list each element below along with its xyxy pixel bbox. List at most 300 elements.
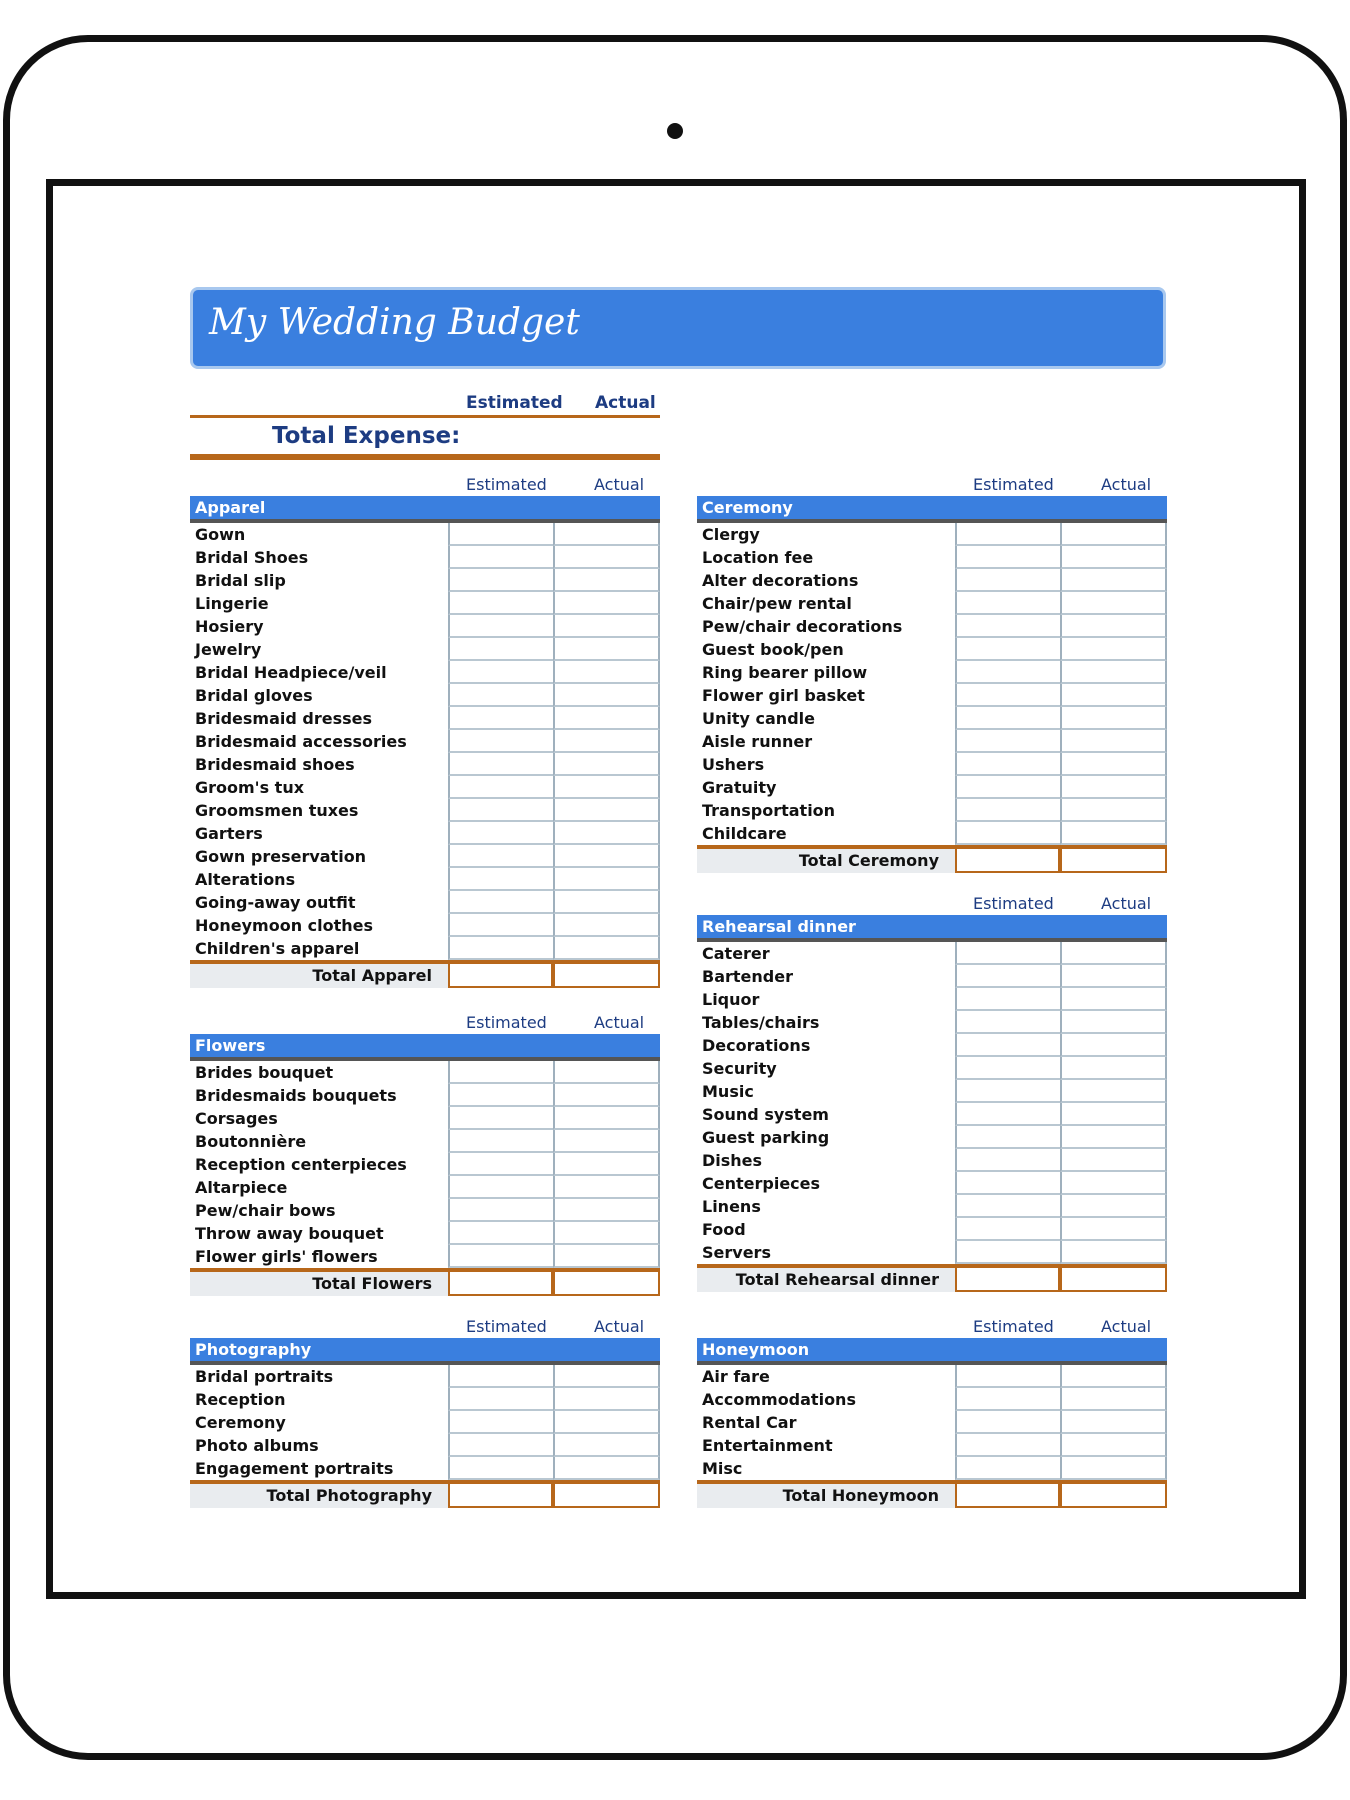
actual-cell[interactable] [1060,822,1167,845]
estimated-cell[interactable] [448,1457,553,1480]
total-actual-header: Actual [595,393,656,413]
actual-cell[interactable] [1060,1457,1167,1480]
table-row [697,661,1167,684]
table-row [697,1011,1167,1034]
column-header [190,1316,660,1338]
table-row [190,661,660,684]
estimated-cell[interactable] [448,1222,553,1245]
total-expense-header [190,393,660,415]
actual-cell[interactable] [553,1222,660,1245]
total-estimated-cell[interactable] [448,964,553,988]
section-honeymoon [697,1316,1167,1508]
table-row [697,546,1167,569]
actual-cell[interactable] [553,1245,660,1268]
table-row [697,615,1167,638]
actual-cell[interactable] [553,868,660,891]
table-row [697,988,1167,1011]
actual-cell[interactable] [553,1061,660,1084]
row-label: Childcare [702,824,787,843]
row-label: Reception [195,1390,286,1409]
estimated-cell[interactable] [955,1149,1060,1172]
document-title: My Wedding Budget [209,302,580,343]
estimated-cell[interactable] [448,1365,553,1388]
row-label: Entertainment [702,1436,833,1455]
row-label: Guest book/pen [702,640,844,659]
actual-header: Actual [1101,475,1152,494]
row-label: Flower girls' flowers [195,1247,378,1266]
estimated-cell[interactable] [955,1103,1060,1126]
row-label: Gratuity [702,778,777,797]
row-label: Clergy [702,525,760,544]
row-label: Air fare [702,1367,770,1386]
estimated-cell[interactable] [955,1011,1060,1034]
total-label: Total Rehearsal dinner [697,1268,955,1292]
total-estimated-cell[interactable] [955,849,1060,873]
actual-cell[interactable] [1060,1011,1167,1034]
row-label: Flower girl basket [702,686,865,705]
actual-cell[interactable] [553,799,660,822]
row-label: Alterations [195,870,296,889]
actual-cell[interactable] [1060,569,1167,592]
row-label: Ceremony [195,1413,286,1432]
actual-cell[interactable] [1060,730,1167,753]
estimated-cell[interactable] [448,684,553,707]
estimated-cell[interactable] [955,1034,1060,1057]
row-label: Jewelry [195,640,262,659]
actual-cell[interactable] [1060,1434,1167,1457]
table-row [697,753,1167,776]
actual-cell[interactable] [553,845,660,868]
row-label: Reception centerpieces [195,1155,407,1174]
estimated-cell[interactable] [448,730,553,753]
table-row [697,1126,1167,1149]
row-label: Boutonnière [195,1132,307,1151]
estimated-cell[interactable] [448,1061,553,1084]
actual-cell[interactable] [1060,799,1167,822]
actual-cell[interactable] [1060,638,1167,661]
row-label: Music [702,1082,754,1101]
actual-cell[interactable] [553,1176,660,1199]
estimated-cell[interactable] [955,942,1060,965]
actual-cell[interactable] [1060,661,1167,684]
row-label: Rental Car [702,1413,797,1432]
actual-cell[interactable] [553,707,660,730]
table-row [697,1149,1167,1172]
table-row [190,1365,660,1388]
column-header [697,474,1167,496]
actual-cell[interactable] [1060,988,1167,1011]
table-row [697,1080,1167,1103]
table-row [190,1434,660,1457]
table-row [190,776,660,799]
actual-cell[interactable] [1060,1411,1167,1434]
estimated-cell[interactable] [955,730,1060,753]
section-title: Apparel [190,496,660,523]
total-label: Total Honeymoon [697,1484,955,1508]
estimated-cell[interactable] [955,1195,1060,1218]
actual-cell[interactable] [553,684,660,707]
row-label: Servers [702,1243,771,1262]
estimated-cell[interactable] [955,1411,1060,1434]
total-row [190,1480,660,1508]
row-label: Tables/chairs [702,1013,820,1032]
actual-cell[interactable] [1060,1241,1167,1264]
column-header [697,1316,1167,1338]
actual-header: Actual [1101,1317,1152,1336]
row-label: Misc [702,1459,743,1478]
estimated-cell[interactable] [955,1241,1060,1264]
row-label: Going-away outfit [195,893,356,912]
total-estimated-cell[interactable] [448,1272,553,1296]
table-row [697,523,1167,546]
estimated-cell[interactable] [448,1388,553,1411]
row-label: Pew/chair bows [195,1201,336,1220]
estimated-cell[interactable] [448,776,553,799]
estimated-cell[interactable] [955,1172,1060,1195]
table-row [190,569,660,592]
actual-cell[interactable] [553,1388,660,1411]
total-row [190,960,660,988]
row-label: Hosiery [195,617,264,636]
actual-cell[interactable] [1060,1195,1167,1218]
actual-cell[interactable] [1060,1126,1167,1149]
estimated-cell[interactable] [955,1126,1060,1149]
total-estimated-cell[interactable] [955,1268,1060,1292]
actual-cell[interactable] [1060,592,1167,615]
title-banner [190,287,1166,369]
table-row [190,753,660,776]
estimated-cell[interactable] [955,684,1060,707]
actual-cell[interactable] [553,1130,660,1153]
section-title: Honeymoon [697,1338,1167,1365]
actual-cell[interactable] [1060,1218,1167,1241]
total-actual-cell[interactable] [1060,849,1167,873]
row-label: Bridesmaids bouquets [195,1086,397,1105]
estimated-cell[interactable] [955,1218,1060,1241]
table-row [697,569,1167,592]
actual-header: Actual [594,475,645,494]
estimated-cell[interactable] [448,845,553,868]
row-label: Pew/chair decorations [702,617,903,636]
actual-cell[interactable] [553,638,660,661]
actual-cell[interactable] [553,753,660,776]
section-flowers [190,1012,660,1296]
total-row [697,845,1167,873]
actual-cell[interactable] [1060,1365,1167,1388]
table-row [190,822,660,845]
total-actual-cell[interactable] [1060,1484,1167,1508]
row-label: Engagement portraits [195,1459,394,1478]
actual-cell[interactable] [553,776,660,799]
row-label: Groomsmen tuxes [195,801,359,820]
estimated-cell[interactable] [955,546,1060,569]
estimated-cell[interactable] [448,937,553,960]
row-label: Food [702,1220,746,1239]
actual-cell[interactable] [1060,753,1167,776]
table-row [190,1199,660,1222]
estimated-cell[interactable] [955,638,1060,661]
table-row [190,891,660,914]
table-row [190,868,660,891]
estimated-header: Estimated [466,1317,547,1336]
actual-cell[interactable] [553,1153,660,1176]
estimated-cell[interactable] [448,661,553,684]
table-row [697,1411,1167,1434]
table-row [697,1172,1167,1195]
actual-cell[interactable] [1060,684,1167,707]
actual-cell[interactable] [1060,546,1167,569]
section-title: Flowers [190,1034,660,1061]
actual-cell[interactable] [553,914,660,937]
actual-cell[interactable] [1060,942,1167,965]
section-title: Photography [190,1338,660,1365]
table-row [190,1107,660,1130]
estimated-cell[interactable] [955,753,1060,776]
row-label: Bridal slip [195,571,286,590]
table-row [190,937,660,960]
actual-cell[interactable] [1060,523,1167,546]
row-label: Bridesmaid dresses [195,709,372,728]
actual-cell[interactable] [553,1457,660,1480]
actual-cell[interactable] [1060,1080,1167,1103]
row-label: Bridal gloves [195,686,313,705]
estimated-cell[interactable] [448,1245,553,1268]
actual-cell[interactable] [553,822,660,845]
total-expense-block [190,393,660,460]
total-estimated-cell[interactable] [955,1484,1060,1508]
estimated-cell[interactable] [448,569,553,592]
estimated-cell[interactable] [955,965,1060,988]
table-row [190,592,660,615]
actual-cell[interactable] [553,1434,660,1457]
table-row [190,799,660,822]
table-row [190,1388,660,1411]
estimated-cell[interactable] [955,1388,1060,1411]
estimated-cell[interactable] [955,1365,1060,1388]
row-label: Unity candle [702,709,815,728]
row-label: Liquor [702,990,760,1009]
table-row [190,615,660,638]
column-header [697,893,1167,915]
estimated-cell[interactable] [448,822,553,845]
estimated-cell[interactable] [955,799,1060,822]
row-label: Bridesmaid shoes [195,755,355,774]
table-row [190,546,660,569]
estimated-cell[interactable] [955,988,1060,1011]
table-row [697,822,1167,845]
actual-cell[interactable] [553,730,660,753]
row-label: Guest parking [702,1128,830,1147]
estimated-cell[interactable] [448,707,553,730]
table-row [697,799,1167,822]
estimated-cell[interactable] [448,891,553,914]
actual-cell[interactable] [553,937,660,960]
estimated-cell[interactable] [955,592,1060,615]
estimated-cell[interactable] [448,1176,553,1199]
table-row [190,1457,660,1480]
actual-cell[interactable] [553,1411,660,1434]
total-actual-cell[interactable] [1060,1268,1167,1292]
section-ceremony [697,474,1167,873]
table-row [190,914,660,937]
estimated-header: Estimated [466,475,547,494]
column-header [190,1012,660,1034]
table-row [697,1365,1167,1388]
total-estimated-header: Estimated [466,393,563,413]
row-label: Aisle runner [702,732,813,751]
table-row [190,1411,660,1434]
total-expense-label: Total Expense: [272,423,461,449]
row-label: Bridesmaid accessories [195,732,407,751]
estimated-cell[interactable] [955,661,1060,684]
row-label: Alter decorations [702,571,859,590]
estimated-cell[interactable] [955,1057,1060,1080]
actual-cell[interactable] [1060,1388,1167,1411]
row-label: Caterer [702,944,770,963]
section-title: Ceremony [697,496,1167,523]
total-row [697,1480,1167,1508]
row-label: Brides bouquet [195,1063,334,1082]
table-row [190,730,660,753]
estimated-cell[interactable] [955,615,1060,638]
actual-cell[interactable] [553,615,660,638]
actual-cell[interactable] [553,546,660,569]
estimated-cell[interactable] [955,1434,1060,1457]
actual-cell[interactable] [553,523,660,546]
estimated-cell[interactable] [448,799,553,822]
estimated-cell[interactable] [448,868,553,891]
actual-cell[interactable] [553,1365,660,1388]
row-label: Sound system [702,1105,829,1124]
estimated-cell[interactable] [448,1130,553,1153]
row-label: Centerpieces [702,1174,821,1193]
estimated-cell[interactable] [955,569,1060,592]
table-row [190,1061,660,1084]
total-actual-cell[interactable] [553,1484,660,1508]
total-label: Total Apparel [190,964,448,988]
row-label: Photo albums [195,1436,319,1455]
row-label: Decorations [702,1036,811,1055]
estimated-cell[interactable] [448,1084,553,1107]
estimated-cell[interactable] [955,1457,1060,1480]
section-photography [190,1316,660,1508]
table-row [697,1241,1167,1264]
table-row [190,845,660,868]
total-label: Total Ceremony [697,849,955,873]
actual-cell[interactable] [553,1084,660,1107]
actual-cell[interactable] [553,1107,660,1130]
row-label: Ushers [702,755,765,774]
row-label: Children's apparel [195,939,360,958]
row-label: Bridal Headpiece/veil [195,663,387,682]
table-row [697,1218,1167,1241]
table-row [190,1245,660,1268]
table-row [697,1457,1167,1480]
estimated-cell[interactable] [955,822,1060,845]
table-row [190,1130,660,1153]
estimated-cell[interactable] [448,523,553,546]
row-label: Bartender [702,967,793,986]
row-label: Accommodations [702,1390,856,1409]
total-actual-cell[interactable] [553,1272,660,1296]
table-row [190,684,660,707]
row-label: Bridal Shoes [195,548,309,567]
estimated-cell[interactable] [448,1107,553,1130]
estimated-cell[interactable] [448,1411,553,1434]
table-row [190,1153,660,1176]
actual-cell[interactable] [1060,1034,1167,1057]
actual-cell[interactable] [553,569,660,592]
estimated-cell[interactable] [955,707,1060,730]
table-row [190,638,660,661]
actual-cell[interactable] [1060,1172,1167,1195]
total-row [190,1268,660,1296]
row-label: Gown preservation [195,847,367,866]
actual-cell[interactable] [1060,965,1167,988]
total-estimated-cell[interactable] [448,1484,553,1508]
table-row [697,707,1167,730]
row-label: Chair/pew rental [702,594,852,613]
actual-cell[interactable] [1060,1057,1167,1080]
actual-cell[interactable] [1060,615,1167,638]
section-rehearsal-dinner [697,893,1167,1292]
estimated-header: Estimated [973,1317,1054,1336]
actual-cell[interactable] [553,891,660,914]
table-row [190,523,660,546]
estimated-cell[interactable] [448,592,553,615]
row-label: Honeymoon clothes [195,916,374,935]
table-row [697,1103,1167,1126]
row-label: Ring bearer pillow [702,663,868,682]
actual-cell[interactable] [553,592,660,615]
actual-cell[interactable] [1060,707,1167,730]
row-label: Altarpiece [195,1178,288,1197]
row-label: Security [702,1059,777,1078]
estimated-cell[interactable] [448,1434,553,1457]
actual-cell[interactable] [553,661,660,684]
actual-cell[interactable] [1060,1149,1167,1172]
actual-cell[interactable] [1060,1103,1167,1126]
column-header [190,474,660,496]
estimated-cell[interactable] [448,615,553,638]
estimated-cell[interactable] [955,523,1060,546]
total-row [697,1264,1167,1292]
table-row [190,1176,660,1199]
estimated-cell[interactable] [448,753,553,776]
table-row [697,1434,1167,1457]
actual-cell[interactable] [1060,776,1167,799]
estimated-header: Estimated [466,1013,547,1032]
row-label: Groom's tux [195,778,305,797]
estimated-cell[interactable] [448,1153,553,1176]
row-label: Transportation [702,801,836,820]
row-label: Gown [195,525,246,544]
estimated-cell[interactable] [448,638,553,661]
estimated-cell[interactable] [955,776,1060,799]
row-label: Bridal portraits [195,1367,334,1386]
estimated-cell[interactable] [448,546,553,569]
estimated-cell[interactable] [448,914,553,937]
actual-header: Actual [594,1013,645,1032]
table-row [697,684,1167,707]
estimated-cell[interactable] [448,1199,553,1222]
row-label: Linens [702,1197,761,1216]
total-actual-cell[interactable] [553,964,660,988]
table-row [697,638,1167,661]
estimated-cell[interactable] [955,1080,1060,1103]
actual-cell[interactable] [553,1199,660,1222]
row-label: Dishes [702,1151,763,1170]
